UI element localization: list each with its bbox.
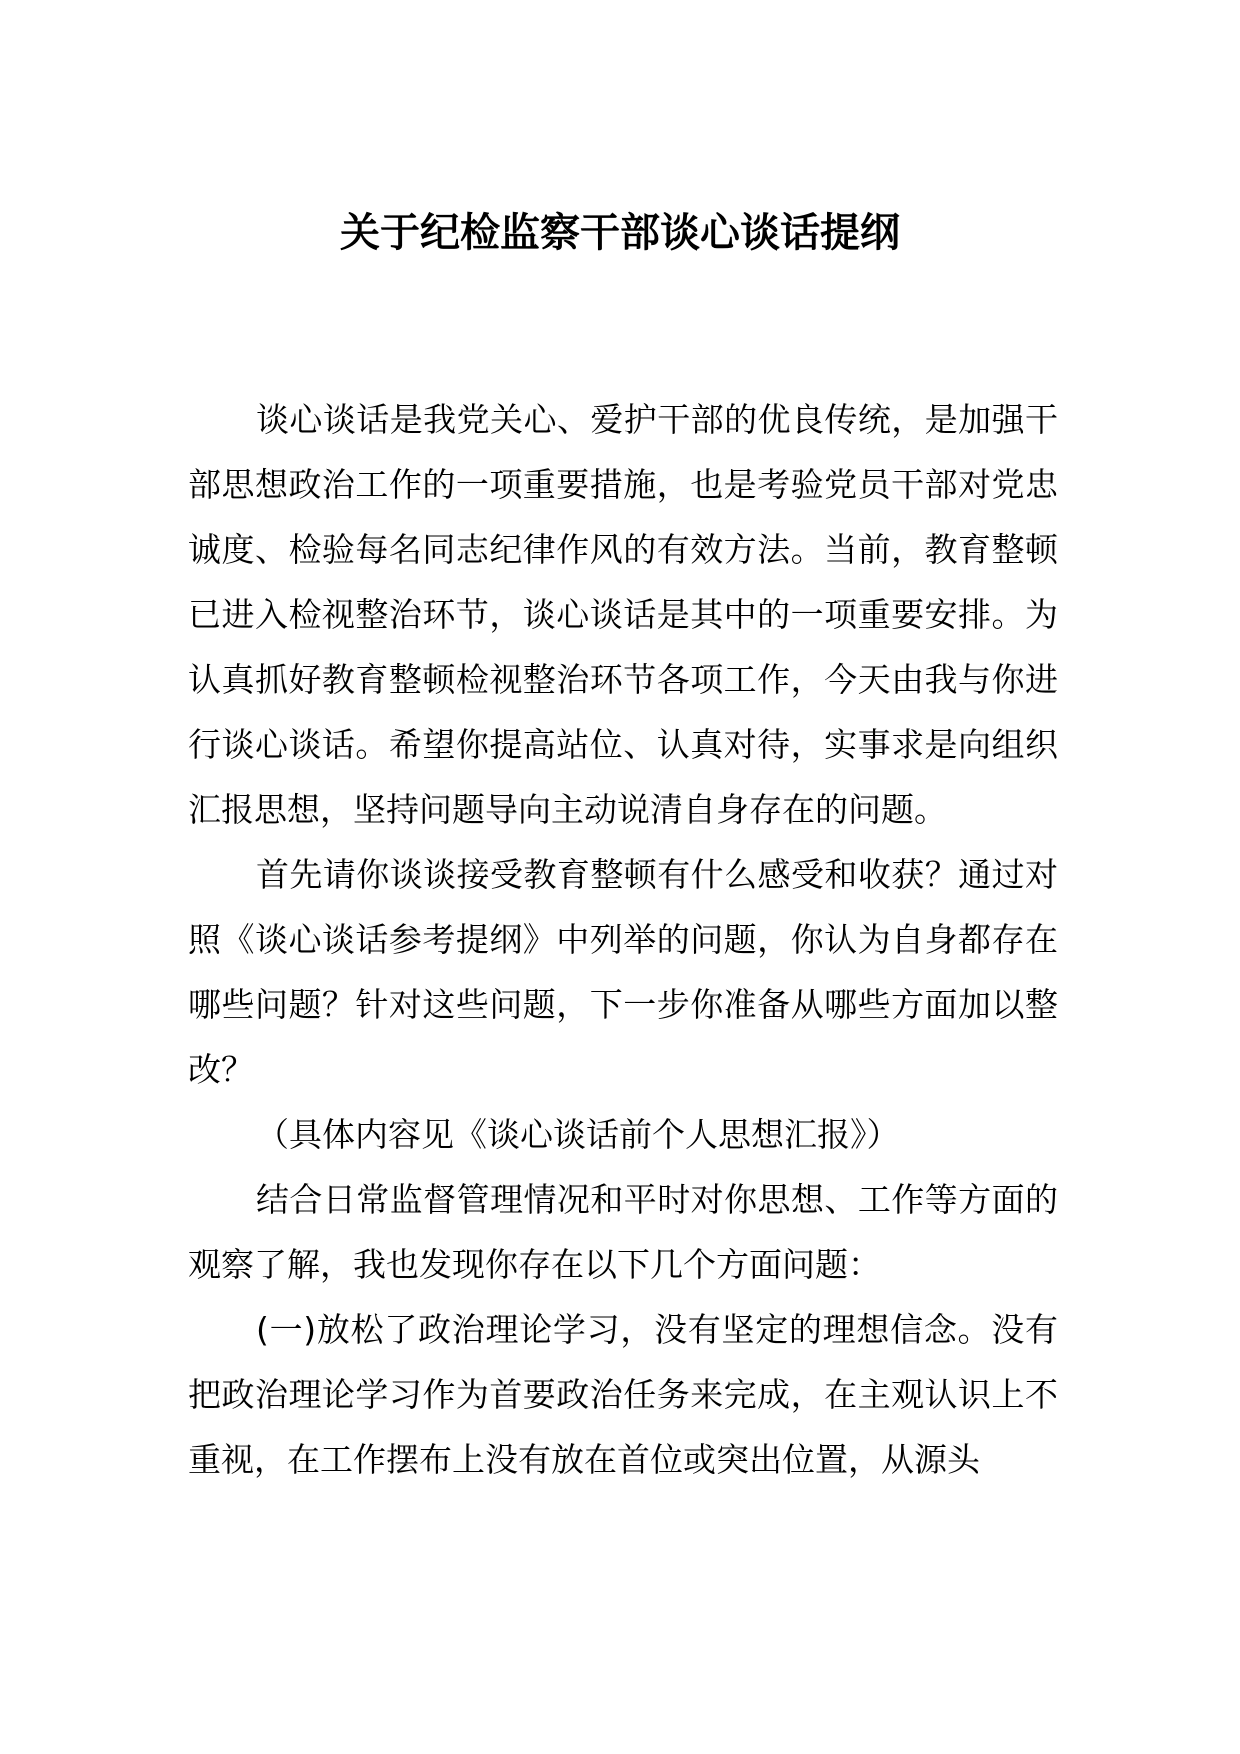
paragraph-questions: 首先请你谈谈接受教育整顿有什么感受和收获？通过对照《谈心谈话参考提纲》中列举的问题，你认为自身都存在哪些问题？针对这些问题，下一步你准备从哪些方面加以整改？ [188, 855, 1058, 1089]
paragraph-observation: 结合日常监督管理情况和平时对你思想、工作等方面的观察了解，我也发现你存在以下几个方面问题： [188, 1180, 1058, 1284]
paragraph-issue-one: (一)放松了政治理论学习，没有坚定的理想信念。没有把政治理论学习作为首要政治任务来完成，在主观认识上不重视，在工作摆布上没有放在首位或突出位置，从源头 [188, 1310, 1058, 1479]
document-title: 关于纪检监察干部谈心谈话提纲 [340, 210, 900, 256]
document-body [188, 387, 1058, 1492]
paragraph-intro: 谈心谈话是我党关心、爱护干部的优良传统，是加强干部思想政治工作的一项重要措施，也是考验党员干部对党忠诚度、检验每名同志纪律作风的有效方法。当前，教育整顿已进入检视整治环节，谈心谈话是其中的一项重要安排。为认真抓好教育整顿检视整治环节各项工作，今天由我与你进行谈心谈话。希望你提高站位、认真对待，实事求是向组织汇报思想，坚持问题导向主动说清自身存在的问题。 [188, 400, 1058, 829]
paragraph-note: （具体内容见《谈心谈话前个人思想汇报》） [256, 1115, 900, 1154]
